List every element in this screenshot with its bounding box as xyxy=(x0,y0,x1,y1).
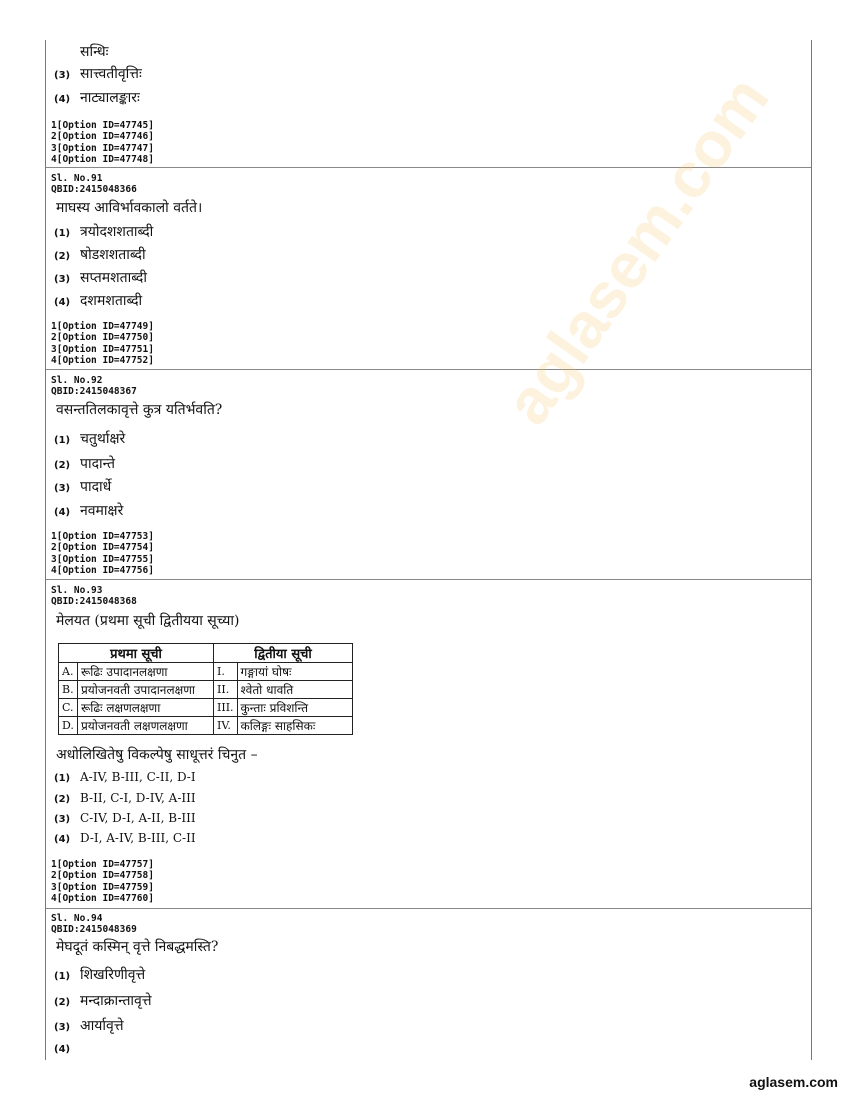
q93-match-table xyxy=(58,643,353,735)
watermark: aglasem.com xyxy=(490,63,783,437)
q91-option-2: (2) षोडशशताब्दी xyxy=(54,247,146,263)
q93-header: Sl. No.93 QBID:2415048368 xyxy=(51,585,137,607)
q93-option-4: (4) D-I, A-IV, B-III, C-II xyxy=(54,831,196,845)
q94-option-3: (3) आर्यावृत्ते xyxy=(54,1018,124,1034)
q93-option-3: (3) C-IV, D-I, A-II, B-III xyxy=(54,811,196,825)
divider xyxy=(46,908,811,909)
table-row: C. रूढिः लक्षणलक्षणा III. कुन्ताः प्रविशन्ति xyxy=(59,699,353,717)
q91-question: माघस्य आविर्भावकालो वर्तते। xyxy=(56,200,203,216)
table-head-list-2: द्वितीया सूची xyxy=(214,644,353,663)
q94-question: मेघदूतं कस्मिन् वृत्ते निबद्धमस्ति? xyxy=(56,939,219,955)
q93-option-1: (1) A-IV, B-III, C-II, D-I xyxy=(54,770,196,784)
table-row: A. रूढिः उपादानलक्षणा I. गङ्गायां घोषः xyxy=(59,663,353,681)
q92-option-2: (2) पादान्ते xyxy=(54,456,115,472)
q94-header: Sl. No.94 QBID:2415048369 xyxy=(51,913,137,935)
q92-option-1: (1) चतुर्थाक्षरे xyxy=(54,431,126,447)
q94-option-1: (1) शिखरिणीवृत्ते xyxy=(54,967,146,983)
q93-option-2: (2) B-II, C-I, D-IV, A-III xyxy=(54,791,196,805)
divider xyxy=(46,579,811,580)
table-row: B. प्रयोजनवती उपादानलक्षणा II. श्वेतो धावति xyxy=(59,681,353,699)
prev-option-4: (4) नाट्यालङ्कारः xyxy=(54,90,140,106)
table-row: D. प्रयोजनवती लक्षणलक्षणा IV. कलिङ्गः साहसिकः xyxy=(59,717,353,735)
q93-question: मेलयत (प्रथमा सूची द्वितीयया सूच्या) xyxy=(56,613,240,629)
q92-header: Sl. No.92 QBID:2415048367 xyxy=(51,375,137,397)
brand-link[interactable]: aglasem.com xyxy=(749,1074,838,1090)
prev-option-ids: 1[Option ID=47745] 2[Option ID=47746] 3[Option ID=47747] 4[Option ID=47748] xyxy=(51,120,154,165)
q91-option-3: (3) सप्तमशताब्दी xyxy=(54,270,147,286)
q92-option-ids: 1[Option ID=47753] 2[Option ID=47754] 3[Option ID=47755] 4[Option ID=47756] xyxy=(51,531,154,576)
prev-option-2-tail: सन्धिः xyxy=(80,44,109,60)
q91-header: Sl. No.91 QBID:2415048366 xyxy=(51,173,137,195)
q92-option-3: (3) पादार्धे xyxy=(54,479,112,495)
q91-option-1: (1) त्रयोदशशताब्दी xyxy=(54,224,154,240)
q93-instruction: अधोलिखितेषु विकल्पेषु साधूत्तरं चिनुत – xyxy=(56,747,258,763)
q91-option-4: (4) दशमशताब्दी xyxy=(54,293,143,309)
q92-question: वसन्ततिलकावृत्ते कुत्र यतिर्भवति? xyxy=(56,402,223,418)
q94-option-2: (2) मन्दाक्रान्तावृत्ते xyxy=(54,993,152,1009)
prev-option-3: (3) सात्त्वतीवृत्तिः xyxy=(54,66,142,82)
q92-option-4: (4) नवमाक्षरे xyxy=(54,503,124,519)
q93-option-ids: 1[Option ID=47757] 2[Option ID=47758] 3[Option ID=47759] 4[Option ID=47760] xyxy=(51,859,154,904)
q94-option-4: (4) xyxy=(54,1044,71,1055)
divider xyxy=(46,369,811,370)
table-head-list-1: प्रथमा सूची xyxy=(59,644,214,663)
q91-option-ids: 1[Option ID=47749] 2[Option ID=47750] 3[Option ID=47751] 4[Option ID=47752] xyxy=(51,321,154,366)
